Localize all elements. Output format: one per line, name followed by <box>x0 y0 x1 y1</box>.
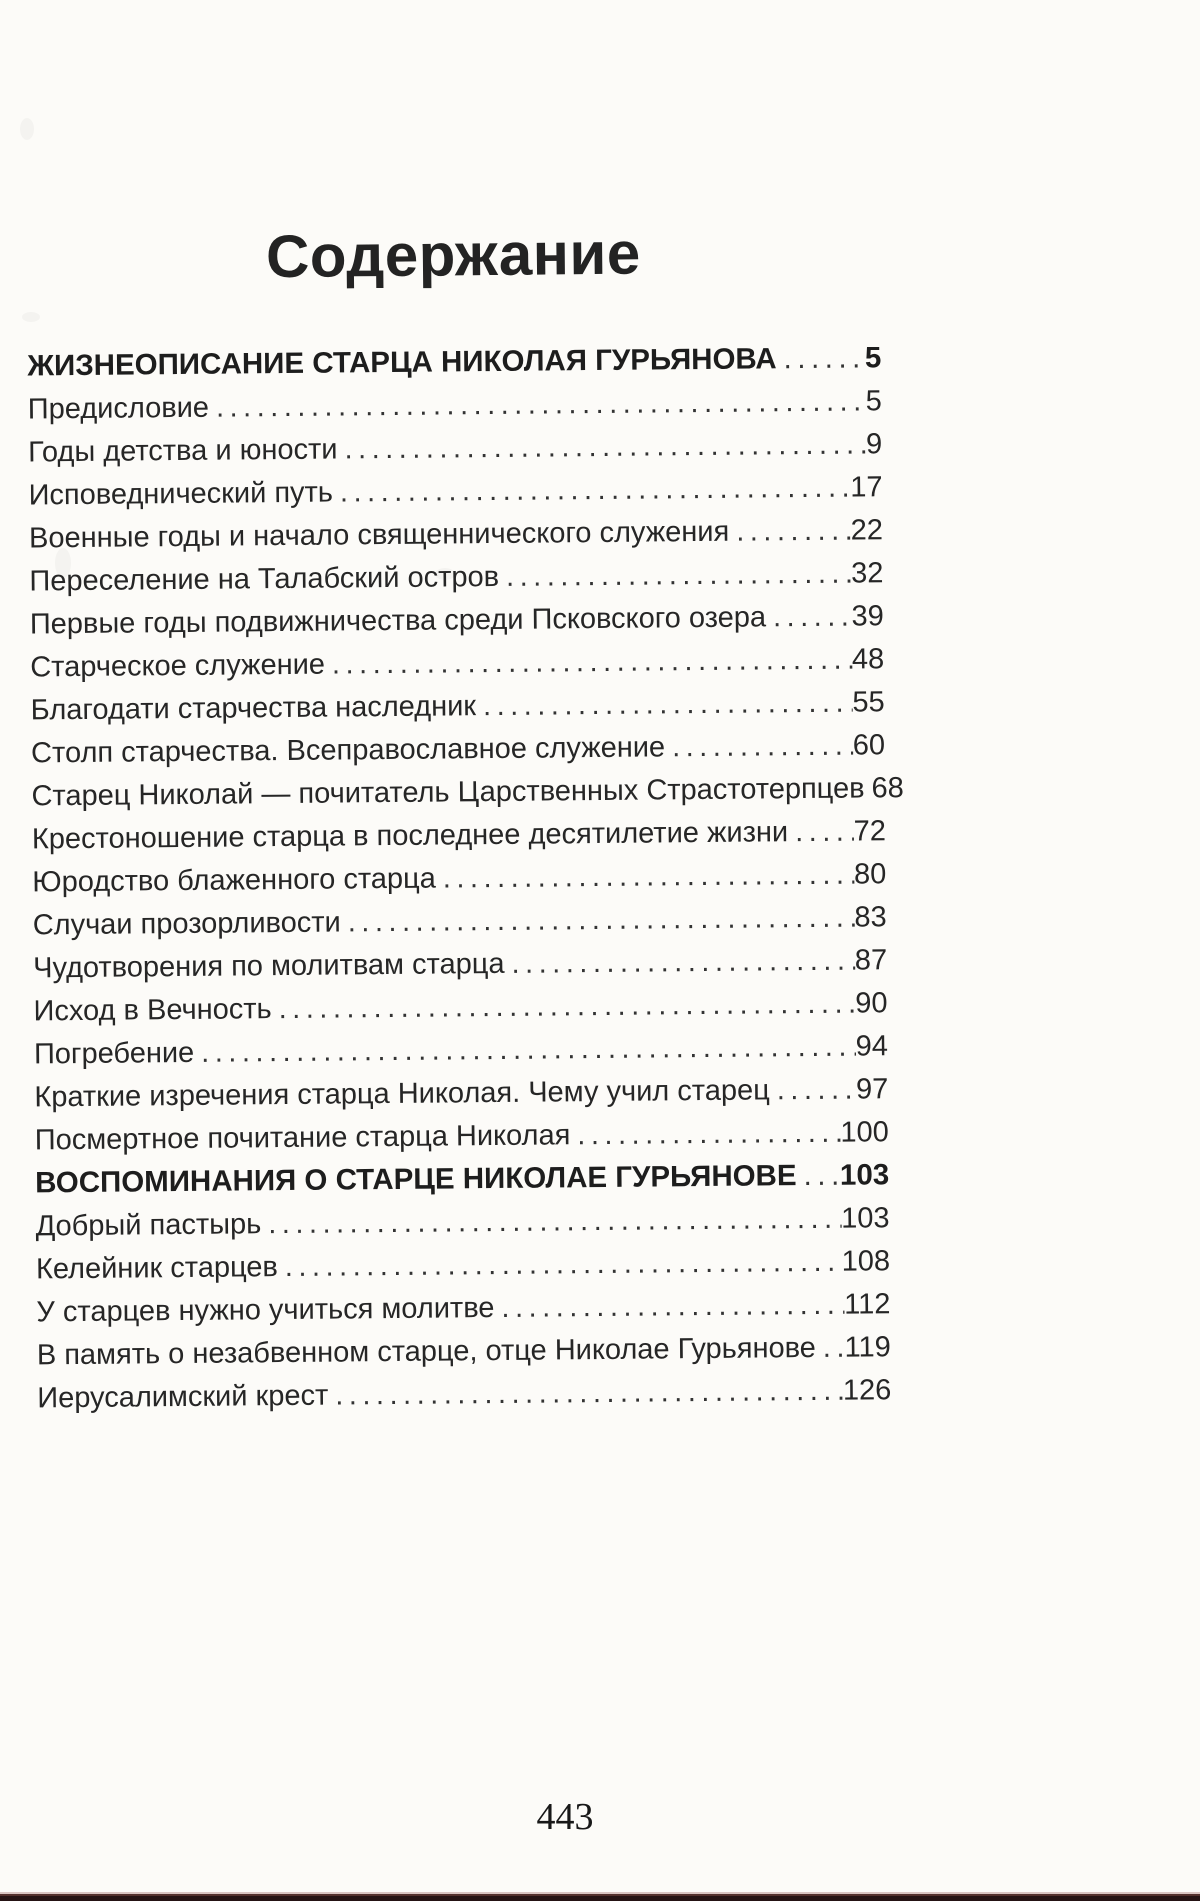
toc-entry <box>34 1031 888 1069</box>
toc-entry <box>36 1246 890 1284</box>
toc-entry-label: Посмертное почитание старца Николая <box>34 1119 571 1157</box>
toc-entry-page: 108 <box>841 1245 891 1278</box>
toc-entry-page: 5 <box>864 341 882 375</box>
dot-leader <box>348 903 855 938</box>
toc-entry-label: Старец Николай — почитатель Царственных Страстотерпцев <box>31 772 865 813</box>
dot-leader <box>777 1075 857 1106</box>
toc-entry-label: Иерусалимский крест <box>37 1379 329 1415</box>
toc-entry <box>31 772 904 813</box>
dot-leader <box>736 516 851 547</box>
toc-section-header <box>35 1160 889 1198</box>
toc-entry <box>34 1074 888 1112</box>
dot-leader <box>285 1247 842 1282</box>
dot-leader <box>803 1161 840 1191</box>
toc-entry <box>32 816 886 854</box>
toc-entry-page: 72 <box>853 815 887 848</box>
page-footer <box>0 1795 1130 1839</box>
toc-entry-page: 103 <box>841 1202 890 1235</box>
toc-entry <box>29 515 883 553</box>
dot-leader <box>511 946 855 979</box>
toc-entry-label: Чудотворения по молитвам старца <box>32 947 505 985</box>
dot-leader <box>795 817 854 848</box>
toc-entry <box>37 1332 891 1370</box>
dot-leader <box>577 1118 840 1151</box>
toc-entry-page: 5 <box>865 385 882 418</box>
toc-entry-page: 97 <box>855 1073 889 1106</box>
toc-entry-page: 103 <box>839 1158 890 1192</box>
toc-entry-label: ВОСПОМИНАНИЯ О СТАРЦЕ НИКОЛАЕ ГУРЬЯНОВЕ <box>35 1159 797 1200</box>
toc-entry <box>33 988 887 1026</box>
dot-leader <box>483 688 853 722</box>
dot-leader <box>501 1290 844 1323</box>
toc-entry-label: В память о незабвенном старце, отце Николае Гурьянове <box>36 1331 817 1372</box>
dot-leader <box>340 473 851 508</box>
toc-entry-label: Добрый пастырь <box>35 1208 262 1243</box>
toc-entry <box>28 472 882 510</box>
toc-entry-label: Краткие изречения старца Николая. Чему учил старец <box>34 1074 770 1114</box>
toc-entry-label: ЖИЗНЕОПИСАНИЕ СТАРЦА НИКОЛАЯ ГУРЬЯНОВА <box>27 342 777 383</box>
toc-entry-label: Военные годы и начало священнического служения <box>28 515 730 555</box>
toc-entry <box>31 730 885 768</box>
toc-entry-page: 83 <box>854 901 887 934</box>
toc-entry-label: Исход в Вечность <box>33 993 272 1028</box>
toc-entry-page: 94 <box>855 1030 889 1063</box>
dot-leader <box>443 860 854 894</box>
dot-leader <box>672 731 853 763</box>
dot-leader <box>335 1376 843 1411</box>
dot-leader <box>506 559 851 592</box>
scan-smudge <box>20 118 34 140</box>
toc-entry-label: Первые годы подвижничества среди Псковского озера <box>29 601 767 641</box>
toc-entry-page: 22 <box>850 514 884 547</box>
toc-entry <box>33 945 887 983</box>
toc-entry <box>37 1375 891 1413</box>
toc-entry <box>28 386 882 424</box>
dot-leader <box>783 343 865 374</box>
toc-entry-label: Переселение на Талабский остров <box>29 560 500 598</box>
toc-entry-label: Крестоношение старца в последнее десятилетие жизни <box>31 816 789 856</box>
toc-entry <box>30 644 884 682</box>
toc-entry-page: 112 <box>844 1288 891 1321</box>
toc-entry-page: 100 <box>840 1116 889 1149</box>
toc-entry-page: 55 <box>852 686 885 719</box>
folio-number: 443 <box>536 1796 594 1838</box>
toc-entry-page: 119 <box>844 1331 891 1364</box>
toc-entry-page: 9 <box>865 428 883 461</box>
toc-entry-page: 48 <box>851 643 885 676</box>
toc-entry-page: 126 <box>842 1374 892 1407</box>
toc-entry-page: 39 <box>851 600 884 633</box>
dot-leader <box>201 1032 856 1068</box>
book-edge-line <box>0 1892 1200 1901</box>
toc-entry-label: Келейник старцев <box>35 1251 278 1286</box>
dot-leader <box>216 386 866 422</box>
toc-entry-label: Исповеднический путь <box>28 476 334 512</box>
toc-entry-label: Столп старчества. Всеправославное служение <box>30 731 666 770</box>
toc-entry <box>29 558 883 596</box>
toc-entry-label: Старческое служение <box>30 648 326 684</box>
toc-entry-page: 68 <box>871 772 904 805</box>
toc-entry <box>32 859 886 897</box>
toc-entry-label: Годы детства и юности <box>28 433 338 469</box>
toc-entry <box>31 687 885 725</box>
toc-entry-page: 80 <box>853 858 887 891</box>
dot-leader <box>268 1204 841 1239</box>
toc-entry-page: 87 <box>854 944 888 977</box>
page-title: Содержание <box>265 219 641 291</box>
toc-entry <box>35 1117 889 1155</box>
toc-entry-label: У старцев нужно учиться молитве <box>36 1292 495 1329</box>
toc-entry-page: 60 <box>852 729 886 762</box>
dot-leader <box>773 602 852 633</box>
toc-entry <box>33 902 887 940</box>
toc-entry <box>28 429 882 467</box>
toc-entry-page: 32 <box>850 557 884 590</box>
toc-entry-page: 90 <box>855 987 888 1020</box>
toc-entry-label: Благодати старчества наследник <box>30 690 477 727</box>
toc-content <box>26 216 904 1426</box>
dot-leader <box>823 1333 845 1363</box>
toc-entry-label: Предисловие <box>27 391 210 426</box>
toc-entry <box>35 1203 889 1241</box>
dot-leader <box>279 989 856 1025</box>
toc-entry <box>30 601 884 639</box>
toc-entry-label: Случаи прозорливости <box>32 906 341 942</box>
toc-entry <box>36 1289 890 1327</box>
dot-leader <box>344 429 866 464</box>
toc-section-header <box>27 343 881 381</box>
dot-leader <box>332 645 852 680</box>
toc-entry-page: 17 <box>850 471 883 504</box>
toc-list <box>27 341 904 1415</box>
toc-entry-label: Погребение <box>33 1036 195 1071</box>
toc-entry-label: Юродство блаженного старца <box>32 862 436 899</box>
